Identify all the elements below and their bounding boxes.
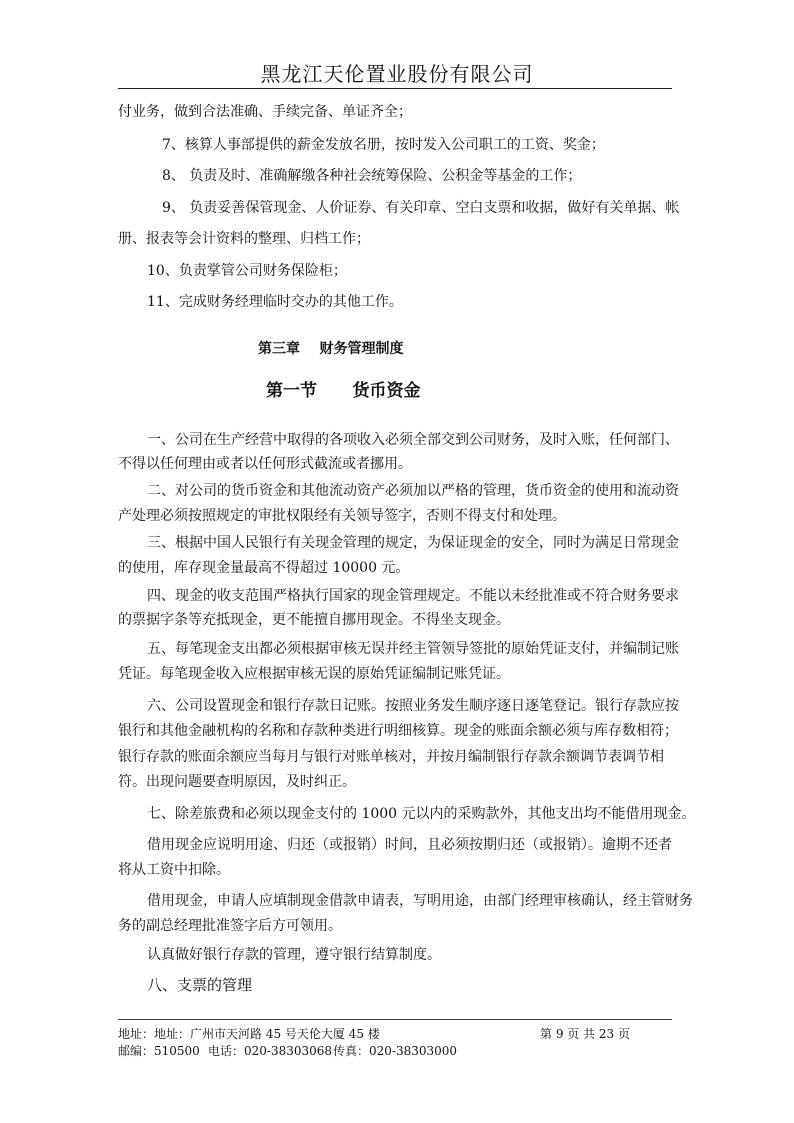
cash-loan-line-1: 借用现金应说明用途、归还（或报销）时间，且必须按期归还（或报销）。逾期不还者 [147, 837, 672, 853]
footer-fax: 传真：020-38303000 [333, 1044, 458, 1058]
clause-4-line-2: 的票据字条等充抵现金，更不能擅自挪用现金。不得坐支现金。 [118, 612, 510, 628]
clause-6-line-3: 银行存款的账面余额应当每月与银行对账单核对，并按月编制银行存款余额调节表调节相 [118, 749, 664, 765]
duty-item-10: 10、负责掌管公司财务保险柜； [147, 263, 347, 279]
section-title: 第一节 货币资金 [266, 381, 421, 401]
bank-deposit-note: 认真做好银行存款的管理，遵守银行结算制度。 [147, 947, 441, 963]
footer-page-number: 第 9 页 共 23 页 [540, 1027, 630, 1041]
duty-item-9-continuation: 册、报表等会计资料的整理、归档工作； [118, 231, 370, 247]
clause-5-line-2: 凭证。每笔现金收入应根据审核无误的原始凭证编制记账凭证。 [118, 666, 510, 682]
clause-6-line-4: 符。出现问题要查明原因，及时纠正。 [118, 774, 356, 790]
clause-2-line-2: 产处理必须按照规定的审批权限经有关领导签字，否则不得支付和处理。 [118, 508, 566, 524]
duty-item-11: 11、完成财务经理临时交办的其他工作。 [147, 294, 403, 310]
clause-6-line-2: 银行和其他金融机构的名称和存款种类进行明细核算。现金的账面余额必须与库存数相符； [118, 723, 678, 739]
clause-6-line-1: 六、公司设置现金和银行存款日记账。按照业务发生顺序逐日逐笔登记。银行存款应按 [147, 698, 679, 714]
clause-4-line-1: 四、现金的收支范围严格执行国家的现金管理规定。不能以未经批准或不符合财务要求 [147, 588, 679, 604]
header-divider [118, 88, 672, 89]
footer-address: 地址：地址：广州市天河路 45 号天伦大厦 45 楼 [118, 1027, 380, 1041]
clause-5-line-1: 五、每笔现金支出都必须根据审核无误并经主管领导签批的原始凭证支付，并编制记账 [147, 641, 679, 657]
duty-item-8: 8、 负责及时、准确解缴各种社会统筹保险、公积金等基金的工作； [162, 168, 582, 184]
duty-item-7: 7、核算人事部提供的薪金发放名册，按时发入公司职工的工资、奖金； [162, 137, 605, 153]
cash-loan-line-2: 将从工资中扣除。 [118, 862, 230, 878]
chapter-title: 第三章 财务管理制度 [258, 341, 404, 357]
clause-2-line-1: 二、对公司的货币资金和其他流动资产必须加以严格的管理，货币资金的使用和流动资 [147, 483, 679, 499]
cash-loan-request-line-1: 借用现金，申请人应填制现金借款申请表，写明用途，由部门经理审核确认，经主管财务 [147, 893, 693, 909]
clause-7-line-1: 七、除差旅费和必须以现金支付的 1000 元以内的采购款外，其他支出均不能借用现金。 [147, 806, 696, 822]
footer-divider [118, 1019, 672, 1020]
clause-1-line-2: 不得以任何理由或者以任何形式截流或者挪用。 [118, 456, 412, 472]
clause-3-line-1: 三、根据中国人民银行有关现金管理的规定，为保证现金的安全，同时为满足日常现金 [147, 535, 679, 551]
duty-item-9: 9、 负责妥善保管现金、人价证券、有关印章、空白支票和收据，做好有关单据、帐 [162, 200, 680, 216]
clause-8-heading: 八、支票的管理 [147, 976, 253, 994]
clause-1-line-1: 一、公司在生产经营中取得的各项收入必须全部交到公司财务，及时入账，任何部门、 [147, 432, 679, 448]
clause-3-line-2: 的使用，库存现金量最高不得超过 10000 元。 [118, 560, 410, 576]
company-header: 黑龙江天伦置业股份有限公司 [260, 62, 534, 86]
footer-phone: 电话：020-38303068 [208, 1044, 333, 1058]
cash-loan-request-line-2: 务的副总经理批准签字后方可领用。 [118, 918, 342, 934]
duty-item-continuation: 付业务，做到合法准确、手续完备、单证齐全； [118, 104, 412, 120]
footer-postcode: 邮编：510500 [118, 1044, 200, 1058]
